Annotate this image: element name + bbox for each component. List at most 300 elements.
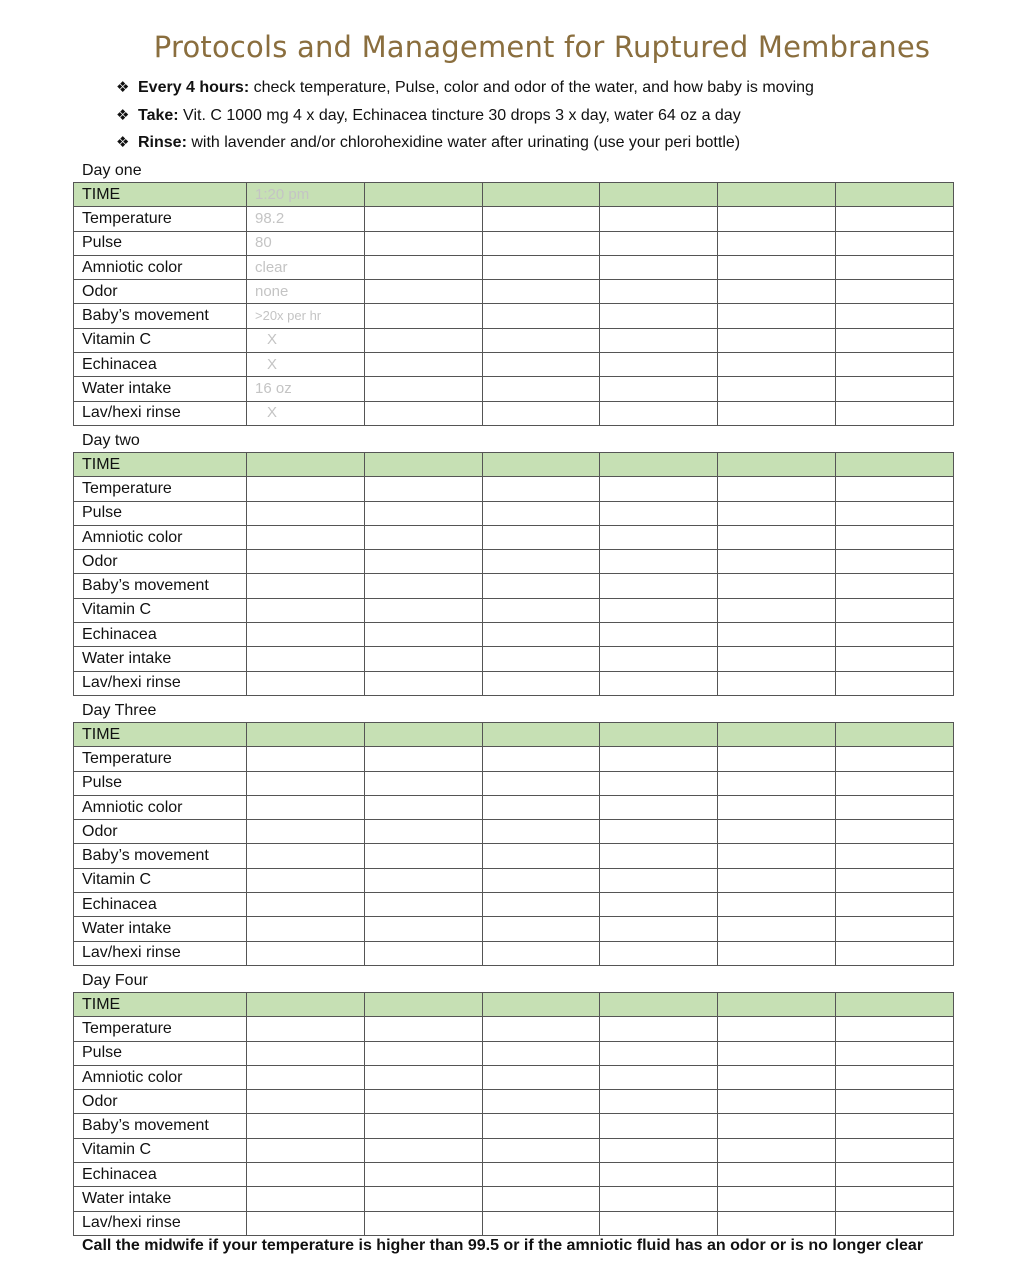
entry-cell[interactable] (600, 795, 718, 819)
row-label: Temperature (74, 1017, 247, 1041)
entry-cell[interactable] (718, 747, 836, 771)
entry-cell[interactable] (718, 501, 836, 525)
entry-cell[interactable] (482, 1187, 600, 1211)
entry-cell[interactable] (247, 574, 365, 598)
entry-cell[interactable] (718, 525, 836, 549)
entry-cell[interactable] (482, 917, 600, 941)
entry-cell[interactable] (718, 1138, 836, 1162)
entry-cell[interactable] (718, 207, 836, 231)
entry-cell[interactable] (364, 844, 482, 868)
entry-cell[interactable] (247, 1163, 365, 1187)
table-row (74, 941, 954, 965)
entry-cell[interactable] (364, 598, 482, 622)
entry-cell[interactable] (482, 477, 600, 501)
example-entry-cell[interactable]: X (247, 401, 365, 425)
entry-cell[interactable] (600, 328, 718, 352)
example-entry-cell[interactable]: X (247, 353, 365, 377)
entry-cell[interactable] (247, 993, 365, 1017)
entry-cell[interactable] (364, 795, 482, 819)
entry-cell[interactable] (364, 771, 482, 795)
row-label: Temperature (74, 747, 247, 771)
entry-cell[interactable] (718, 1090, 836, 1114)
entry-cell[interactable] (600, 941, 718, 965)
entry-cell[interactable] (600, 1187, 718, 1211)
table-row (74, 820, 954, 844)
entry-cell[interactable] (836, 453, 954, 477)
entry-cell[interactable] (718, 401, 836, 425)
entry-cell[interactable] (836, 917, 954, 941)
entry-cell[interactable] (247, 1090, 365, 1114)
entry-cell[interactable] (247, 1114, 365, 1138)
entry-cell[interactable] (247, 1065, 365, 1089)
entry-cell[interactable] (247, 1041, 365, 1065)
entry-cell[interactable] (364, 1017, 482, 1041)
entry-cell[interactable] (600, 598, 718, 622)
entry-cell[interactable] (718, 993, 836, 1017)
entry-cell[interactable] (718, 598, 836, 622)
entry-cell[interactable] (364, 647, 482, 671)
entry-cell[interactable] (364, 501, 482, 525)
table-row (74, 207, 954, 231)
entry-cell[interactable] (836, 1041, 954, 1065)
protocol-item (116, 104, 996, 132)
entry-cell[interactable] (482, 353, 600, 377)
row-label: Pulse (74, 771, 247, 795)
entry-cell[interactable] (482, 377, 600, 401)
entry-cell[interactable] (482, 501, 600, 525)
entry-cell[interactable] (836, 1211, 954, 1235)
entry-cell[interactable] (718, 1065, 836, 1089)
row-label: Echinacea (74, 1163, 247, 1187)
entry-cell[interactable] (247, 1138, 365, 1162)
entry-cell[interactable] (364, 1163, 482, 1187)
entry-cell[interactable] (482, 207, 600, 231)
entry-cell[interactable] (600, 993, 718, 1017)
entry-cell[interactable] (600, 1138, 718, 1162)
entry-cell[interactable] (247, 1211, 365, 1235)
row-label: Baby’s movement (74, 844, 247, 868)
example-entry-cell[interactable]: 16 oz (247, 377, 365, 401)
entry-cell[interactable] (600, 231, 718, 255)
entry-cell[interactable] (836, 1065, 954, 1089)
entry-cell[interactable] (364, 1065, 482, 1089)
day-label: Day Four (82, 972, 148, 989)
day-label: Day Three (82, 702, 157, 719)
entry-cell[interactable] (600, 671, 718, 695)
table-row (74, 1041, 954, 1065)
entry-cell[interactable] (600, 723, 718, 747)
entry-cell[interactable] (836, 1187, 954, 1211)
entry-cell[interactable] (836, 820, 954, 844)
row-label: Vitamin C (74, 1138, 247, 1162)
entry-cell[interactable] (718, 1114, 836, 1138)
entry-cell[interactable] (364, 868, 482, 892)
entry-cell[interactable] (600, 183, 718, 207)
entry-cell[interactable] (718, 550, 836, 574)
entry-cell[interactable] (364, 893, 482, 917)
entry-cell[interactable] (482, 647, 600, 671)
entry-cell[interactable] (718, 941, 836, 965)
entry-cell[interactable] (247, 1187, 365, 1211)
entry-cell[interactable] (718, 671, 836, 695)
entry-cell[interactable] (600, 771, 718, 795)
entry-cell[interactable] (364, 623, 482, 647)
entry-cell[interactable] (836, 993, 954, 1017)
entry-cell[interactable] (482, 1041, 600, 1065)
entry-cell[interactable] (247, 671, 365, 695)
entry-cell[interactable] (482, 1211, 600, 1235)
entry-cell[interactable] (600, 747, 718, 771)
table-row (74, 1163, 954, 1187)
entry-cell[interactable] (247, 501, 365, 525)
entry-cell[interactable] (482, 1138, 600, 1162)
entry-cell[interactable] (482, 893, 600, 917)
row-label: TIME (74, 453, 247, 477)
entry-cell[interactable] (364, 1138, 482, 1162)
entry-cell[interactable] (247, 917, 365, 941)
entry-cell[interactable] (600, 453, 718, 477)
entry-cell[interactable] (600, 844, 718, 868)
entry-cell[interactable] (482, 1114, 600, 1138)
entry-cell[interactable] (836, 353, 954, 377)
protocol-text: Vit. C 1000 mg 4 x day, Echinacea tincture 30 drops 3 x day, water 64 oz a day (178, 106, 741, 124)
entry-cell[interactable] (364, 723, 482, 747)
entry-cell[interactable] (600, 207, 718, 231)
day-log-table (73, 992, 954, 1236)
entry-cell[interactable] (718, 377, 836, 401)
entry-cell[interactable] (364, 280, 482, 304)
entry-cell[interactable] (364, 550, 482, 574)
entry-cell[interactable] (836, 328, 954, 352)
table-row (74, 1138, 954, 1162)
entry-cell[interactable] (482, 550, 600, 574)
entry-cell[interactable] (718, 574, 836, 598)
entry-cell[interactable] (482, 1090, 600, 1114)
entry-cell[interactable] (718, 1211, 836, 1235)
entry-cell[interactable] (718, 328, 836, 352)
table-row (74, 477, 954, 501)
entry-cell[interactable] (364, 401, 482, 425)
example-entry-cell[interactable]: 1:20 pm (247, 183, 365, 207)
entry-cell[interactable] (600, 820, 718, 844)
row-label: Odor (74, 550, 247, 574)
entry-cell[interactable] (600, 525, 718, 549)
table-row (74, 868, 954, 892)
entry-cell[interactable] (247, 868, 365, 892)
entry-cell[interactable] (247, 550, 365, 574)
entry-cell[interactable] (836, 255, 954, 279)
entry-cell[interactable] (482, 723, 600, 747)
entry-cell[interactable] (600, 280, 718, 304)
entry-cell[interactable] (718, 893, 836, 917)
entry-cell[interactable] (482, 401, 600, 425)
entry-cell[interactable] (247, 453, 365, 477)
row-label: Odor (74, 820, 247, 844)
entry-cell[interactable] (600, 353, 718, 377)
entry-cell[interactable] (836, 868, 954, 892)
entry-cell[interactable] (364, 1187, 482, 1211)
table-row (74, 647, 954, 671)
entry-cell[interactable] (836, 550, 954, 574)
entry-cell[interactable] (600, 1041, 718, 1065)
entry-cell[interactable] (836, 525, 954, 549)
entry-cell[interactable] (364, 1090, 482, 1114)
entry-cell[interactable] (482, 255, 600, 279)
row-label: Water intake (74, 377, 247, 401)
entry-cell[interactable] (482, 183, 600, 207)
entry-cell[interactable] (836, 671, 954, 695)
row-label: Pulse (74, 1041, 247, 1065)
entry-cell[interactable] (247, 820, 365, 844)
protocol-label: Every 4 hours: (138, 79, 250, 96)
entry-cell[interactable] (364, 231, 482, 255)
entry-cell[interactable] (718, 917, 836, 941)
entry-cell[interactable] (600, 647, 718, 671)
entry-cell[interactable] (364, 525, 482, 549)
table-row (74, 401, 954, 425)
table-row (74, 550, 954, 574)
entry-cell[interactable] (718, 477, 836, 501)
entry-cell[interactable] (364, 1211, 482, 1235)
row-label: Vitamin C (74, 598, 247, 622)
entry-cell[interactable] (836, 647, 954, 671)
entry-cell[interactable] (482, 328, 600, 352)
entry-cell[interactable] (836, 280, 954, 304)
entry-cell[interactable] (482, 231, 600, 255)
entry-cell[interactable] (364, 747, 482, 771)
entry-cell[interactable] (718, 453, 836, 477)
entry-cell[interactable] (364, 477, 482, 501)
entry-cell[interactable] (836, 795, 954, 819)
entry-cell[interactable] (364, 353, 482, 377)
entry-cell[interactable] (718, 304, 836, 328)
entry-cell[interactable] (364, 304, 482, 328)
entry-cell[interactable] (247, 771, 365, 795)
entry-cell[interactable] (718, 647, 836, 671)
entry-cell[interactable] (482, 671, 600, 695)
entry-cell[interactable] (482, 993, 600, 1017)
entry-cell[interactable] (836, 207, 954, 231)
table-row (74, 574, 954, 598)
entry-cell[interactable] (836, 1017, 954, 1041)
entry-cell[interactable] (364, 917, 482, 941)
entry-cell[interactable] (836, 401, 954, 425)
row-label: Water intake (74, 1187, 247, 1211)
entry-cell[interactable] (836, 1114, 954, 1138)
entry-cell[interactable] (836, 598, 954, 622)
time-header-row (74, 453, 954, 477)
protocol-label: Take: (138, 106, 179, 124)
entry-cell[interactable] (718, 1187, 836, 1211)
entry-cell[interactable] (247, 844, 365, 868)
table-row (74, 893, 954, 917)
entry-cell[interactable] (482, 795, 600, 819)
entry-cell[interactable] (836, 1163, 954, 1187)
day-label: Day two (82, 432, 140, 449)
entry-cell[interactable] (364, 255, 482, 279)
entry-cell[interactable] (482, 868, 600, 892)
entry-cell[interactable] (718, 623, 836, 647)
entry-cell[interactable] (836, 1138, 954, 1162)
entry-cell[interactable] (247, 893, 365, 917)
entry-cell[interactable] (247, 647, 365, 671)
entry-cell[interactable] (247, 477, 365, 501)
table-row (74, 917, 954, 941)
entry-cell[interactable] (482, 525, 600, 549)
time-header-row (74, 183, 954, 207)
entry-cell[interactable] (718, 1041, 836, 1065)
entry-cell[interactable] (836, 623, 954, 647)
entry-cell[interactable] (482, 304, 600, 328)
entry-cell[interactable] (482, 820, 600, 844)
time-header-row (74, 723, 954, 747)
entry-cell[interactable] (836, 771, 954, 795)
entry-cell[interactable] (247, 747, 365, 771)
entry-cell[interactable] (836, 574, 954, 598)
example-entry-cell[interactable]: 80 (247, 231, 365, 255)
entry-cell[interactable] (364, 574, 482, 598)
entry-cell[interactable] (600, 868, 718, 892)
entry-cell[interactable] (836, 1090, 954, 1114)
entry-cell[interactable] (718, 723, 836, 747)
entry-cell[interactable] (718, 255, 836, 279)
entry-cell[interactable] (247, 723, 365, 747)
entry-cell[interactable] (364, 453, 482, 477)
example-entry-cell[interactable]: 98.2 (247, 207, 365, 231)
entry-cell[interactable] (482, 771, 600, 795)
entry-cell[interactable] (600, 623, 718, 647)
entry-cell[interactable] (600, 501, 718, 525)
entry-cell[interactable] (718, 795, 836, 819)
entry-cell[interactable] (600, 477, 718, 501)
time-header-row (74, 993, 954, 1017)
entry-cell[interactable] (482, 280, 600, 304)
entry-cell[interactable] (364, 1041, 482, 1065)
entry-cell[interactable] (718, 231, 836, 255)
entry-cell[interactable] (364, 1114, 482, 1138)
table-row (74, 304, 954, 328)
entry-cell[interactable] (247, 795, 365, 819)
day-label: Day one (82, 162, 142, 179)
entry-cell[interactable] (718, 280, 836, 304)
entry-cell[interactable] (364, 993, 482, 1017)
entry-cell[interactable] (247, 941, 365, 965)
entry-cell[interactable] (364, 183, 482, 207)
entry-cell[interactable] (836, 183, 954, 207)
protocol-text: with lavender and/or chlorohexidine water after urinating (use your peri bottle) (186, 134, 741, 151)
row-label: TIME (74, 723, 247, 747)
row-label: Vitamin C (74, 328, 247, 352)
entry-cell[interactable] (482, 1017, 600, 1041)
entry-cell[interactable] (836, 893, 954, 917)
entry-cell[interactable] (247, 598, 365, 622)
entry-cell[interactable] (600, 917, 718, 941)
entry-cell[interactable] (600, 550, 718, 574)
entry-cell[interactable] (364, 820, 482, 844)
entry-cell[interactable] (364, 671, 482, 695)
entry-cell[interactable] (718, 1017, 836, 1041)
entry-cell[interactable] (600, 893, 718, 917)
row-label: Lav/hexi rinse (74, 941, 247, 965)
entry-cell[interactable] (482, 844, 600, 868)
entry-cell[interactable] (482, 1065, 600, 1089)
entry-cell[interactable] (600, 1211, 718, 1235)
entry-cell[interactable] (600, 377, 718, 401)
entry-cell[interactable] (718, 1163, 836, 1187)
example-entry-cell[interactable]: clear (247, 255, 365, 279)
example-entry-cell[interactable]: X (247, 328, 365, 352)
entry-cell[interactable] (247, 525, 365, 549)
entry-cell[interactable] (718, 844, 836, 868)
entry-cell[interactable] (482, 574, 600, 598)
entry-cell[interactable] (247, 1017, 365, 1041)
entry-cell[interactable] (482, 623, 600, 647)
entry-cell[interactable] (836, 477, 954, 501)
table-row (74, 598, 954, 622)
table-row (74, 844, 954, 868)
entry-cell[interactable] (364, 207, 482, 231)
entry-cell[interactable] (836, 941, 954, 965)
entry-cell[interactable] (836, 747, 954, 771)
entry-cell[interactable] (600, 1065, 718, 1089)
entry-cell[interactable] (600, 1163, 718, 1187)
entry-cell[interactable] (718, 868, 836, 892)
entry-cell[interactable] (836, 377, 954, 401)
entry-cell[interactable] (836, 844, 954, 868)
row-label: Water intake (74, 647, 247, 671)
entry-cell[interactable] (364, 328, 482, 352)
day-log-table (73, 452, 954, 696)
entry-cell[interactable] (718, 353, 836, 377)
row-label: Baby’s movement (74, 574, 247, 598)
entry-cell[interactable] (836, 231, 954, 255)
entry-cell[interactable] (836, 723, 954, 747)
entry-cell[interactable] (364, 377, 482, 401)
entry-cell[interactable] (836, 501, 954, 525)
entry-cell[interactable] (718, 771, 836, 795)
example-entry-cell[interactable]: none (247, 280, 365, 304)
entry-cell[interactable] (600, 1090, 718, 1114)
page-title: Protocols and Management for Ruptured Membranes (153, 30, 931, 64)
row-label: Amniotic color (74, 255, 247, 279)
entry-cell[interactable] (600, 574, 718, 598)
entry-cell[interactable] (482, 453, 600, 477)
row-label: Baby’s movement (74, 304, 247, 328)
entry-cell[interactable] (600, 255, 718, 279)
entry-cell[interactable] (600, 401, 718, 425)
entry-cell[interactable] (482, 747, 600, 771)
example-entry-cell[interactable]: >20x per hr (247, 304, 365, 328)
table-row (74, 747, 954, 771)
entry-cell[interactable] (247, 623, 365, 647)
entry-cell[interactable] (600, 304, 718, 328)
entry-cell[interactable] (364, 941, 482, 965)
table-row (74, 377, 954, 401)
entry-cell[interactable] (718, 183, 836, 207)
entry-cell[interactable] (600, 1017, 718, 1041)
table-row (74, 795, 954, 819)
entry-cell[interactable] (482, 941, 600, 965)
entry-cell[interactable] (482, 1163, 600, 1187)
midwife-warning: Call the midwife if your temperature is higher than 99.5 or if the amniotic fluid has an odor or is no longer clear (82, 1237, 924, 1254)
row-label: Vitamin C (74, 868, 247, 892)
diamond-bullet-icon: ❖ (116, 79, 130, 96)
protocol-text: check temperature, Pulse, color and odor of the water, and how baby is moving (249, 79, 814, 96)
entry-cell[interactable] (600, 1114, 718, 1138)
entry-cell[interactable] (482, 598, 600, 622)
entry-cell[interactable] (718, 820, 836, 844)
entry-cell[interactable] (836, 304, 954, 328)
